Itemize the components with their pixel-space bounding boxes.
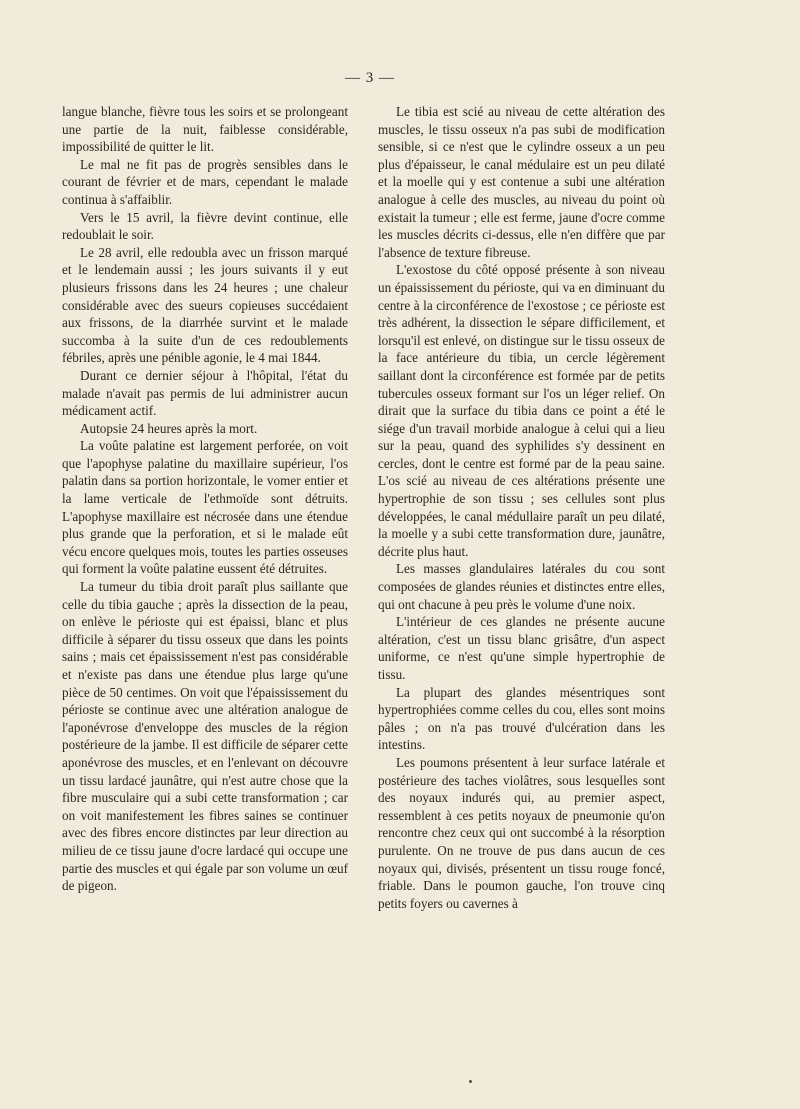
paragraph: Le 28 avril, elle redoubla avec un frisson marqué et le lendemain aussi ; les jours suivants il y eut plusieurs frissons dans les 24 heures ; une chaleur considérable avec des sueurs copieuses succédaient aux frissons, de la diarrhée survint et le malade succomba à la suite d'un de ces redoublements fébriles, après une pénible agonie, le 4 mai 1844. xyxy=(62,244,348,366)
paragraph: L'intérieur de ces glandes ne présente aucune altération, c'est un tissu blanc grisâtre, d'un aspect uniforme, ce n'est qu'une simple hypertrophie de tissu. xyxy=(378,614,665,682)
paragraph: Les masses glandulaires latérales du cou sont composées de glandes réunies et distinctes entre elles, qui ont chacune à peu près le volume d'une noix. xyxy=(378,561,665,612)
paragraph: La tumeur du tibia droit paraît plus saillante que celle du tibia gauche ; après la dissection de la peau, on enlève le périoste qui est épaissi, blanc et plus difficile à séparer du tissu osseux que dans les points sains ; mais cet épaississement n'est pas considérable et n'existe pas dans une étendue plus large qu'une pièce de 50 centimes. On voit que l'épaississement du périoste se continue avec une altération analogue de l'aponévrose d'enveloppe des muscles de la région postérieure de la jambe. Il est difficile de séparer cette aponévrose des muscles, et en l'enlevant on découvre un tissu lardacé jaunâtre, qui n'est autre chose que la fibre musculaire qui a subi cette transformation ; car on voit manifestement les fibres saines se continuer avec des fibres encore distinctes par leur direction au milieu de ce tissu jaune d'ocre lardacé qui occupe une partie des muscles et qui égale par son volume un œuf de pigeon. xyxy=(62,579,348,894)
paragraph: Autopsie 24 heures après la mort. xyxy=(80,420,258,436)
ink-speck xyxy=(469,1080,472,1083)
paragraph: Le tibia est scié au niveau de cette altération des muscles, le tissu osseux n'a pas subi de modification sensible, si ce n'est que le cylindre osseux a un peu plus d'épaisseur, le canal médulaire est un peu dilaté et la moelle qui y est contenue a subi une altération analogue à celle des muscles, au niveau du point où existait la tumeur ; elle est ferme, jaune d'ocre comme les muscles décrits ci-dessus, elle n'en diffère que par l'absence de texture fibreuse. xyxy=(378,104,665,260)
paragraph: La voûte palatine est largement perforée, on voit que l'apophyse palatine du maxillaire supérieur, l'os palatin dans sa portion horizontale, le vomer entier et la lame verticale de l'ethmoïde sont détruits. L'apophyse maxillaire est nécrosée dans une étendue plus grande que la perforation, et si le malade eût vécu encore quelques mois, toutes les parties osseuses qui forment la voûte palatine eussent été détruites. xyxy=(62,438,348,577)
paragraph: Durant ce dernier séjour à l'hôpital, l'état du malade n'avait pas permis de lui administrer aucun médicament actif. xyxy=(62,367,348,419)
paragraph: L'exostose du côté opposé présente à son niveau un épaississement du périoste, qui va en diminuant du centre à la circonférence de l'exostose ; ce périoste est très adhérent, la dissection le sépare difficilement, et lorsqu'il est enlevé, on distingue sur le tissu osseux de la face antérieure du tibia, un cercle légèrement saillant dont la circonférence est formée par de petits tubercules osseux formant sur l'os un léger relief. On dirait que la surface du tibia dans ce point a été le siége d'un travail morbide analogue à celui qui a lieu sur la peau, quand des syphilides s'y dessinent en cercles, dont le centre est formé par de la peau saine. L'os scié au niveau de ces altérations présente une hypertrophie de son tissu ; ses cellules sont plus développées, le canal médullaire paraît un peu dilaté, la moelle y a subi cette transformation dure, jaunâtre, décrite plus haut. xyxy=(378,262,665,559)
paragraph: Les poumons présentent à leur surface latérale et postérieure des taches violâtres, sous lesquelles sont des noyaux indurés qui, au premier aspect, ressemblent à ces petits noyaux de pneumonie qu'on rencontre chez ceux qui ont succombé à la résorption purulente. On ne trouve de pus dans aucun de ces noyaux qui, divisés, présentent un tissu rouge foncé, friable. Dans le poumon gauche, l'on trouve cinq petits foyers ou cavernes à xyxy=(378,754,665,911)
paragraph: langue blanche, fièvre tous les soirs et se prolongeant une partie de la nuit, faiblesse considérable, impossibilité de quitter le lit. xyxy=(62,104,348,155)
paragraph: Le mal ne fit pas de progrès sensibles dans le courant de février et de mars, cependant le malade continua à s'affaiblir. xyxy=(62,156,348,207)
paragraph: La plupart des glandes mésentriques sont hypertrophiées comme celles du cou, elles sont moins pâles ; on n'a pas trouvé d'ulcération dans les intestins. xyxy=(378,684,665,753)
left-column xyxy=(62,103,348,895)
paragraph: Vers le 15 avril, la fièvre devint continue, elle redoublait le soir. xyxy=(62,209,348,243)
right-column xyxy=(378,103,665,912)
page-number: — 3 — xyxy=(345,70,395,86)
